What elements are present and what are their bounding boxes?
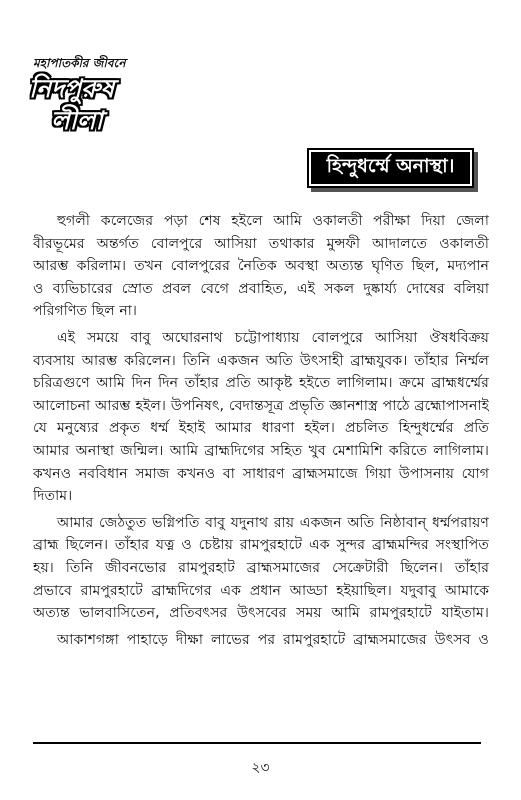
footer-rule (33, 742, 481, 744)
paragraph-1 (33, 210, 489, 323)
chapter-title: হিন্দুধর্ম্মে অনাস্থা। (307, 148, 474, 188)
text-line: প্রভাবে রামপুরহাটে ব্রাহ্মদিগের এক প্রধান আড্ডা হইয়াছিল। যদুবাবু আমাকে (33, 582, 489, 599)
book-subtitle: মহাপাতকীর জীবনে (33, 56, 126, 70)
text-line: আমার জেঠতুত ভগ্নিপতি বাবু যদুনাথ রায় একজন অতি নিষ্ঠাবান্ ধর্ম্মপরায়ণ (57, 514, 489, 531)
book-logo (29, 73, 169, 143)
paragraph-4 (33, 629, 489, 652)
text-line: ব্যবসায় আরম্ভ করিলেন। তিনি একজন অতি উৎসাহী ব্রাহ্মযুবক। তাঁহার নির্ম্মল (33, 352, 489, 369)
text-line: কখনও নববিধান সমাজ কখনও বা সাধারণ ব্রাহ্মসমাজে গিয়া উপাসনায় যোগ (33, 465, 489, 482)
text-line: হুগলী কলেজের পড়া শেষ হইলে আমি ওকালতী পরীক্ষা দিয়া জেলা (57, 213, 489, 229)
text-line: আকাশগঙ্গা পাহাড়ে দীক্ষা লাভের পর রামপুরহাটে ব্রাহ্মসমাজের উৎসব ও (57, 631, 489, 648)
text-line: অত্যন্ত ভালবাসিতেন, প্রতিবৎসর উৎসবের সময় আমি রামপুরহাটে যাইতাম। (33, 605, 489, 622)
text-line: আলোচনা আরম্ভ হইল। উপনিষৎ, বেদান্তসূত্র প্রভৃতি জ্ঞানশাস্ত্র পাঠে ব্রহ্মোপাসনাই (33, 397, 489, 414)
book-header (25, 55, 205, 155)
text-line: আরম্ভ করিলাম। তখন বোলপুরের নৈতিক অবস্থা অত্যন্ত ঘৃণিত ছিল, মদ্যপান (33, 258, 489, 275)
paragraph-2 (33, 327, 489, 508)
text-line: ও ব্যভিচারের স্রোত প্রবল বেগে প্রবাহিত, এই সকল দুষ্কার্য্য দোষের বলিয়া (33, 280, 489, 297)
text-line: এই সময়ে বাবু অঘোরনাথ চট্টোপাধ্যায় বোলপুরে আসিয়া ঔষধবিক্রয় (57, 329, 489, 346)
page-number: ২৩ (251, 760, 270, 776)
text-line: হয়। তিনি জীবনভোর রামপুরহাট ব্রাহ্মসমাজের সেক্রেটারী ছিলেন। তাঁহার (33, 559, 489, 576)
text-line: বীরভূমের অন্তর্গত বোলপুরে আসিয়া তথাকার মুন্সফী আদালতে ওকালতী (33, 235, 489, 252)
text-line: ব্রাহ্ম ছিলেন। তাঁহার যত্ন ও চেষ্টায় রামপুরহাটে এক সুন্দর ব্রাহ্মমন্দির সংস্থাপিত (33, 537, 489, 554)
text-line: যে মনুষ্যের প্রকৃত ধর্ম্ম ইহাই আমার ধারণা হইল। প্রচলিত হিন্দুধর্ম্মের প্রতি (33, 420, 489, 437)
text-line: পরিগণিত ছিল না। (33, 303, 137, 320)
body-text (33, 210, 489, 655)
paragraph-3 (33, 512, 489, 625)
text-line: আমার অনাস্থা জন্মিল। আমি ব্রাহ্মদিগের সহিত খুব মেশামিশি করিতে লাগিলাম। (33, 442, 489, 459)
book-logo-line-1: নিদপুরুষ (29, 74, 115, 103)
text-line: দিতাম। (33, 488, 73, 505)
text-line: চরিত্রগুণে আমি দিন দিন তাঁহার প্রতি আকৃষ্ট হইতে লাগিলাম। ক্রমে ব্রাহ্মধর্ম্মের (33, 375, 489, 392)
book-logo-line-2: লীলা (51, 106, 103, 135)
